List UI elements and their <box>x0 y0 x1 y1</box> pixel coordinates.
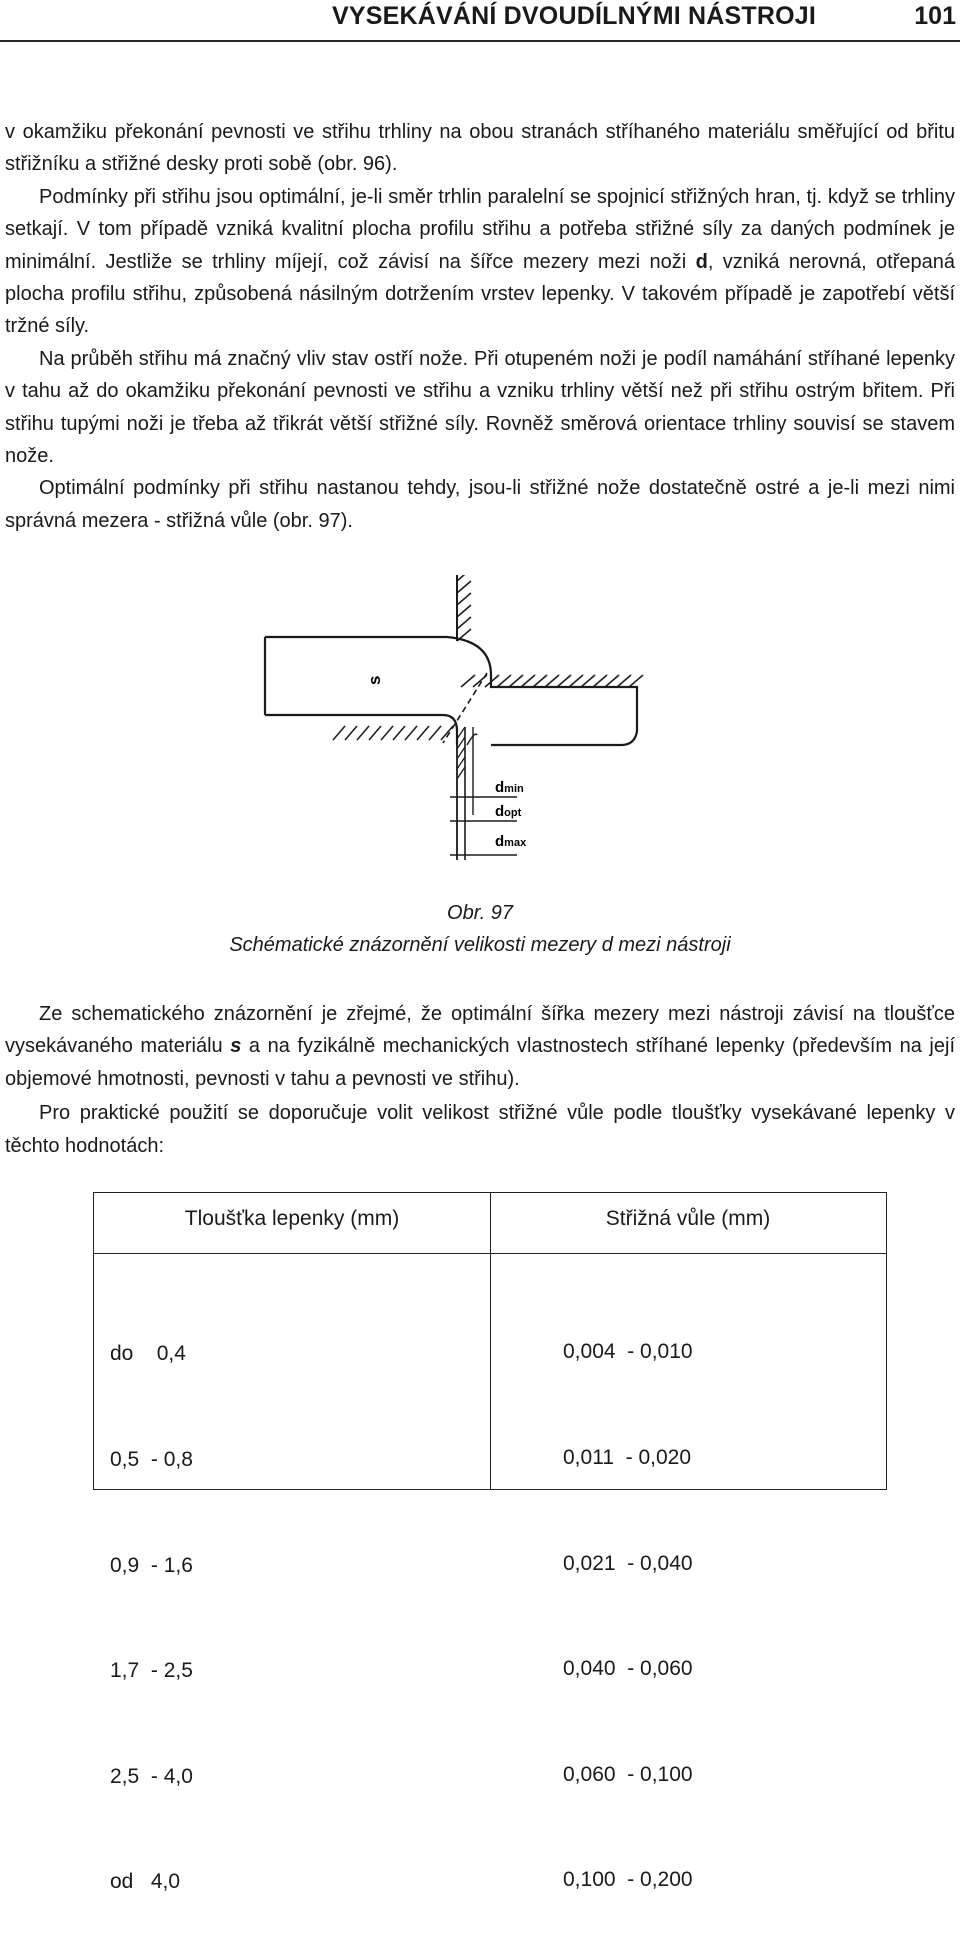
table-cell: od 4,0 <box>110 1870 181 1894</box>
figure-number: Obr. 97 <box>447 902 513 924</box>
table-cell: do 0,4 <box>110 1342 186 1366</box>
lower-knife <box>333 726 517 860</box>
table-cell: 0,9 - 1,6 <box>110 1553 193 1577</box>
paragraph-2-cont: , vzniká nerovná, otřepaná plocha profilu střihu, způsobená násilným dotržením vrstev lepenky. V takovém případě je zapotřebí větší tržné síly. <box>5 250 956 338</box>
thickness-column <box>110 1266 193 1935</box>
paragraph-5-cont: a na fyzikálně mechanických vlastnostech stříhané lepenky (především na její objemové hmotnosti, pevnosti v tahu a pevnosti ve střihu). <box>5 1035 956 1090</box>
dopt-label: dopt <box>495 803 522 820</box>
upper-knife <box>457 575 643 687</box>
table-cell: 0,100 - 0,200 <box>563 1868 693 1892</box>
paragraph-3: Na průběh střihu má značný vliv stav ostří nože. Při otupeném noži je podíl namáhání stříhané lepenky v tahu až do okamžiku překonání pevnosti ve střihu a vzniku trhliny větší než při střihu ostrým břitem. Při střihu tupými noži je třeba až třikrát větší střižné síly. Rovněž směrová orientace trhliny souvisí se stavem nože. <box>5 347 955 468</box>
table-header-clearance: Střižná vůle (mm) <box>605 1207 771 1230</box>
paragraph-5 <box>5 998 955 1095</box>
paragraph-1: v okamžiku překonání pevnosti ve střihu trhliny na obou stranách stříhaného materiálu směřující od břitu střižníku a střižné desky proti sobě (obr. 96). <box>5 121 955 176</box>
clearance-table <box>93 1192 887 1490</box>
table-cell: 0,5 - 0,8 <box>110 1448 193 1472</box>
table-cell: 0,040 - 0,060 <box>563 1657 693 1681</box>
body-text-bottom <box>5 998 955 1162</box>
table-cell: 0,004 - 0,010 <box>563 1340 693 1364</box>
chapter-title: VYSEKÁVÁNÍ DVOUDÍLNÝMI NÁSTROJI <box>332 2 817 30</box>
paragraph-5-text: Ze schematického znázornění je zřejmé, že optimální šířka mezery mezi nástroji závisí na tloušťce vysekávaného materiálu <box>5 1003 955 1058</box>
cutting-gap-diagram <box>255 575 655 895</box>
figure-caption: Schématické znázornění velikosti mezery d mezi nástroji <box>229 934 731 956</box>
table-cell: 0,060 - 0,100 <box>563 1762 693 1786</box>
table-header-thickness: Tloušťka lepenky (mm) <box>184 1207 400 1230</box>
table-cell: 0,011 - 0,020 <box>563 1446 692 1470</box>
table-cell: 2,5 - 4,0 <box>110 1764 193 1788</box>
paragraph-2 <box>5 181 955 343</box>
table-cell: 1,7 - 2,5 <box>110 1659 193 1683</box>
clearance-column <box>563 1264 693 1933</box>
table-column-divider <box>490 1193 491 1489</box>
body-text-top <box>5 116 955 537</box>
thickness-symbol-s: s <box>230 1035 242 1058</box>
page-number: 101 <box>914 2 956 30</box>
paragraph-2-text: Podmínky při střihu jsou optimální, je-li směr trhlin paralelní se spojnicí střižných hran, tj. když se trhliny setkají. V tom případě vzniká kvalitní plocha profilu střihu a potřeba střižné síly za daných podmínek je minimální. Jestliže se trhliny míjejí, což závisí na šířce mezery mezi noži <box>5 185 955 273</box>
dmax-label: dmax <box>495 833 527 850</box>
table-cell: 0,021 - 0,040 <box>563 1551 693 1575</box>
gap-symbol-d: d <box>695 250 708 273</box>
dmin-label: dmin <box>495 779 524 796</box>
page-header <box>0 0 960 42</box>
table-header-divider <box>94 1253 886 1254</box>
paragraph-6: Pro praktické použití se doporučuje volit velikost střižné vůle podle tloušťky vysekávané lepenky v těchto hodnotách: <box>5 1102 955 1157</box>
thickness-label-s: s <box>365 675 384 685</box>
paragraph-4: Optimální podmínky při střihu nastanou tehdy, jsou-li střižné nože dostatečně ostré a je-li mezi nimi správná mezera - střižná vůle (obr. 97). <box>5 477 955 532</box>
